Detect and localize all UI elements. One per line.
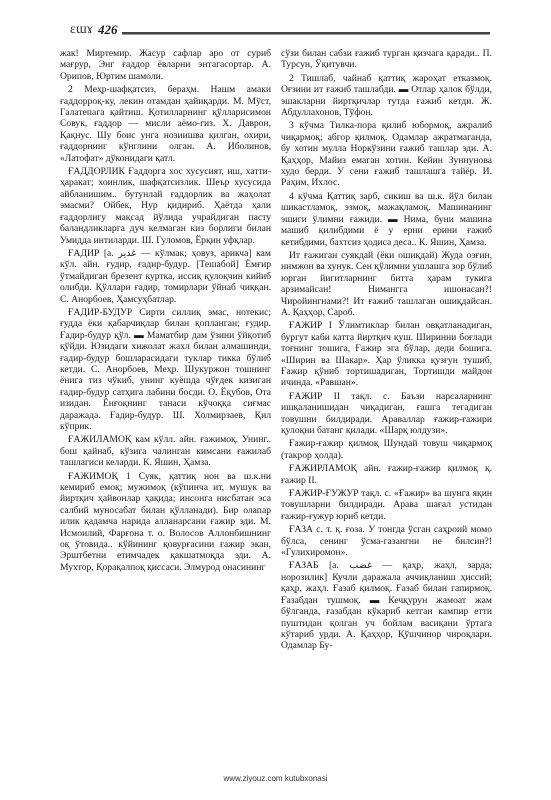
entry-paragraph: сўзи билан сабзи ғажиб турган қизчага қаради.. П. Турсун, Ўқитувчи. <box>281 48 492 71</box>
entry-paragraph: ҒАЖИР II тақл. с. Баъзи нарсаларнинг ишқаланишидан чиқадиган, ғашга тегадиган товушни билдиради. Араваллар ғажир-ғажири қулоқни батанг қилади. «Шарқ юлдузи». <box>281 390 492 436</box>
entry-paragraph: 4 кўчма Қаттиқ зарб, сикиш ва ш.к. йўл билан шикастламоқ, эзмоқ, мажақламоқ. Машинанинг эшиги ўлимни ғажиди. ▬ Нима, буни машина машиб қилибдими ё у ерни ерини ғажиб кетибдими, бахтсиз ҳодиса деса.. К. Яшин, Ҳамза. <box>281 190 492 248</box>
entry-paragraph: Ит ғажиган суякдай (ёки ошиқдай) Жуда озғин, нимжон ва хунук. Сен қўлимни ушлашга зор бўлиб юрган йигитларнинг битта ҳарам тукига арзимайсан! Нимангга ишонасан?! Чиройингнами?! Ит ғажиб ташлаган ошиқдайсан. А. Қаҳҳор, Сароб. <box>281 249 492 318</box>
entry-paragraph: ҒАЖИЛАМОҚ кам кўлл. айн. ғажимоқ. Унинг.. бош қайнаб, кўзига чалинган кимсани ғажилаб ташлагиси келарди. К. Яшин, Ҳамза. <box>60 434 271 469</box>
page-header <box>70 22 490 44</box>
page-number: 426 <box>98 22 118 37</box>
entry-paragraph: ҒАЖИМОҚ 1 Суяк, қаттиқ нон ва ш.к.ни кемириб емоқ; мужимоқ (кўпинча ит, мушук ва йиртқич ҳайвонлар ҳақида; инсонга нисбатан эса салбий муносабат билан қўлланади). Бир олапар илик қадамча нарида алланарсани ғажир эди. М. Исмоилий, Фарғона т. о. Волосов Аллонбишнинг оқ ўтовида.. кўйининг қовурғасини ғажир экан, Эрштбетни етимчадек қакшатмоқда эди. А. Мухтор, Қорақалпоқ қиссаси. Элмурод онасининг <box>60 470 271 573</box>
entry-paragraph: 2 Меҳр-шафқатсиз, бераҳм. Нашм амаки ғаддорроқ-ку, лекин отамдан ҳайиқарди. М. Мўст, Галатепага қайтиш. Қотилларнинг қўлларисимон Совук, ғаддор — мисли аёмо-гиз. Х. Даврон, Қақнус. Шу боис унга нозиишва қилган, охири, ғаддорнинг кўнглини олган. А. Иболинов, «Латофат» дўконидаги қатл. <box>60 84 271 164</box>
entry-paragraph: ҒАЖИР I Ўлимтиклар билан овқатланадиган, бургут каби катта йиртқич қуш. Ширинни боғлади тоғнинг тошига, Ғажир эга бўлар, деди бошига. «Ширин ва Шакар». Ҳар ўликка қузғун тушиб, Ғажир қўниб тортишадиган, Тортишди майдон ичинда. «Равшан». <box>281 320 492 389</box>
entry-paragraph: 3 кўчма Тилка-пора қилиб юбормоқ, ажралиб чиқармоқ; абгор қилмоқ. Одамлар ажратмаганда, бу хотин мулла Норкўзини ғажиб ташлар эди. А. Қаҳҳор, Майиз емаган хотин. Кейин Зуннунова худо берди. У сени ғажиб ташлашга тайёр. И. Раҳим, Ихлос. <box>281 120 492 189</box>
entry-paragraph: ҒАЗАБ [а. غضب — қаҳр, жаҳл, зарда; норозилик] Кучли даражала аччиқланиш ҳиссий; қаҳр, жаҳл. Ғазаб қилмоқ. Ғазаб билан гапирмоқ. Ғазабдан тушмоқ. ▬ Кечқурун жамоат жам бўлганда, ғазабдан кўкариб кетган кампир етти пуштидан қолган уч бойлам васиқани ўртага кўтариб урди. А. Қаҳҳор, Қўшчинор чироқлари. Одамлар Бу- <box>281 560 492 652</box>
header-rule <box>122 32 490 35</box>
header-ornament: ɛɯɤ <box>70 22 93 37</box>
right-column <box>281 48 492 768</box>
entry-paragraph: ҒАЖИР-ҒУЖУР тақл. с. «Ғажир» ва шунга яқин товушларни билдиради. Арава шағал устидан ғажир-ғужур юриб кетди. <box>281 488 492 522</box>
entry-paragraph: ҒАЖИРЛАМОҚ айн. ғажир-ғажир қилмоқ қ. ғажир II. <box>281 463 492 486</box>
entry-paragraph: Ғажир-ғажир қилмоқ Шундай товуш чиқармоқ (такрор ҳолда). <box>281 438 492 461</box>
left-column <box>60 48 271 768</box>
entry-paragraph: ҒАДДОРЛИК Ғаддорга хос хусусият, иш, хатти-ҳаракат; хоинлик, шафқатсизлик. Шеър хусусида айбланишим.. бутунлай ғаддорлик ва жаҳолат эмасми? Ойбек, Нур қидириб. Ҳаётда ҳали ғаддорлигу мақсад йўлида учрайдиган пасту баландликларга дуч келмаган киз борлиги билан Умидда интиларди. Ш. Гуломов, Ёрқин уфқлар. <box>60 166 271 246</box>
entry-paragraph: ҒАЗА с. т. қ. ғоза. У тонгда ўсган саҳроий момо бўлса, сенинг ўсма-газангни не билсин?! «Гулихиромон». <box>281 524 492 559</box>
footer-source: www.ziyouz.com kutubxonasi <box>223 774 328 783</box>
entry-paragraph: ҒАДИР [а. غدير — кўлмак; ҳовуз, арикча] кам кўл. айн. ғудир, ғадир-будур. [Тешабой] Ёмғир ўтмайдиган брезент куртка, иссиқ қулоқчин кийиб олибди. Қўллари ғадир, томирлари ўйнаб чиққан. С. Анорбоев, Ҳамсуҳбатлар. <box>60 247 271 305</box>
dictionary-columns <box>60 48 492 768</box>
entry-paragraph: 2 Тишлаб, чайнаб қаттиқ жароҳат етказмоқ. Оғзини ит ғажиб ташлабди. ▬ Отлар ҳалок бўлди, эшакларни йиртқичлар тутда ғажиб кетди. Ж. Абдуллахонов, Тўфон. <box>281 72 492 119</box>
entry-paragraph: жак! Миртемир. Жасур сафлар аро от суриб мағрур, Энг ғаддор ёвларни энтагасортар. А. Орипов, Юртим шамоли. <box>60 48 271 82</box>
entry-paragraph: ҒАДИР-БУДУР Сирти силлиқ эмас, нотекис; ғудда ёки қабарчиқлар билан қопланган; ғудир. Ғадир-будур қўл. ▬ Маматбир дам ўзини ўйқотиб қўйди. Юзидаги хижолат жахл билан алмашинди, ғадир-будур бошларасидаги туклар тикка бўлиб кетди. С. Анорбоев, Меҳр. Шукуржон тошнинг ёнига тиз чўкиб, унинг куёшда чўғдек кизиган ғадир-будур сатҳига лабини босди. О. Ёқубов, Ота изидан. Ёнғоқнинг танаси кўчоққа сиғмас даражада. Ғадир-будур. Ш. Холмирзаев, Қил кўприк. <box>60 306 271 432</box>
